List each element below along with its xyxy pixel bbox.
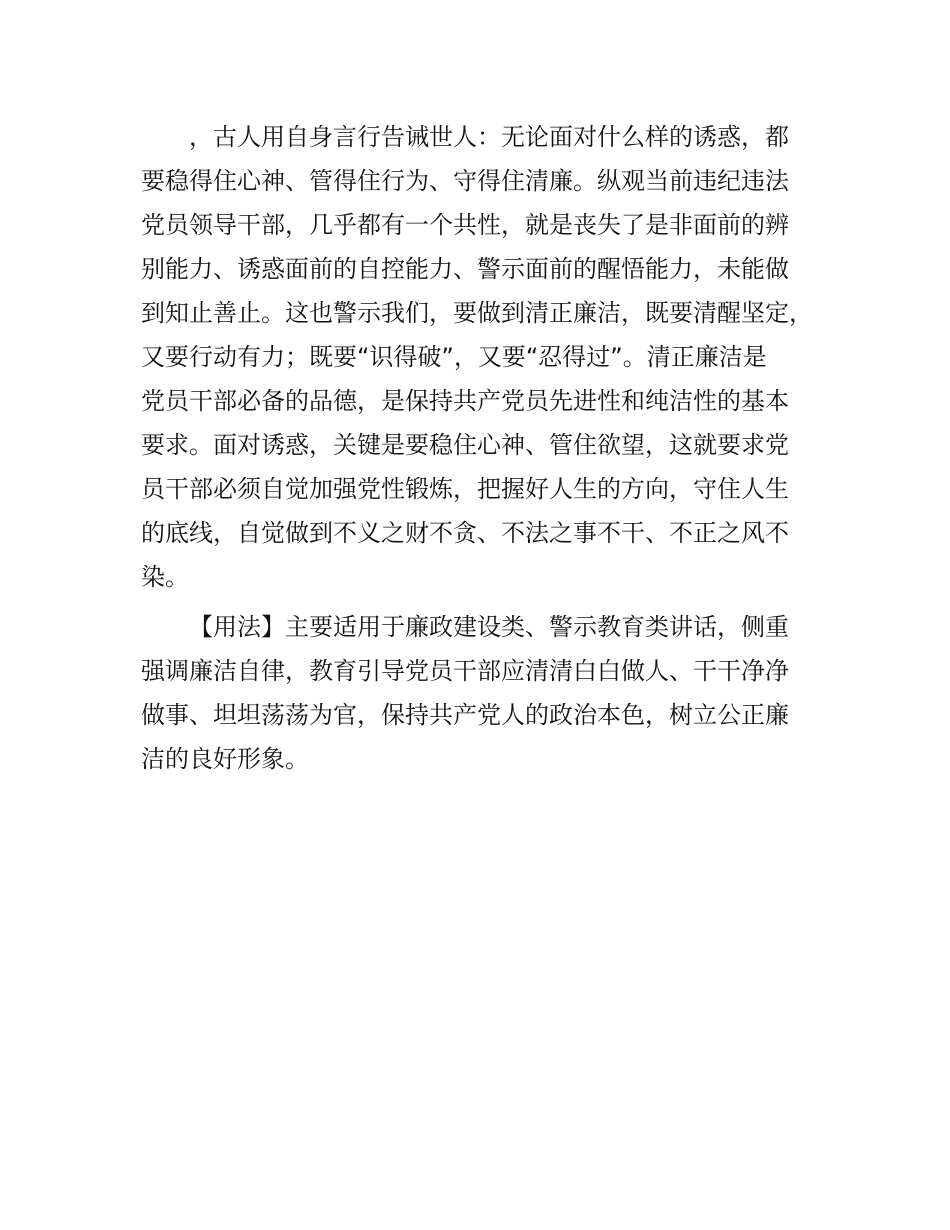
body-paragraph-usage: 【用法】主要适用于廉政建设类、警示教育类讲话，侧重 强调廉洁自律，教育引导党员干部应清清白白做人、干干净净 做事、坦坦荡荡为官，保持共产党人的政治本色，树立公正廉 洁的良好形象。 [141, 613, 789, 773]
body-paragraph-main: ，古人用自身言行告诫世人：无论面对什么样的诱惑，都 要稳得住心神、管得住行为、守得住清廉。纵观当前违纪违法 党员领导干部，几乎都有一个共性，就是丧失了是非面前的辨 别能力、诱惑面前的自控能力、警示面前的醒悟能力，未能做 到知止善止。这也警示我们，要做到清正廉洁，既要清醒坚定， 又要行动有力；既要“识得破”，又要“忍得过”。清正廉洁是 党员干部必备的品德，是保持共产党员先进性和纯洁性的基本 要求。面对诱惑，关键是要稳住心神、管住欲望，这就要求党 员干部必须自觉加强党性锻炼，把握好人生的方向，守住人生 的底线，自觉做到不义之财不贪、不法之事不干、不正之风不 染。 [141, 123, 813, 591]
document-body [141, 115, 831, 781]
